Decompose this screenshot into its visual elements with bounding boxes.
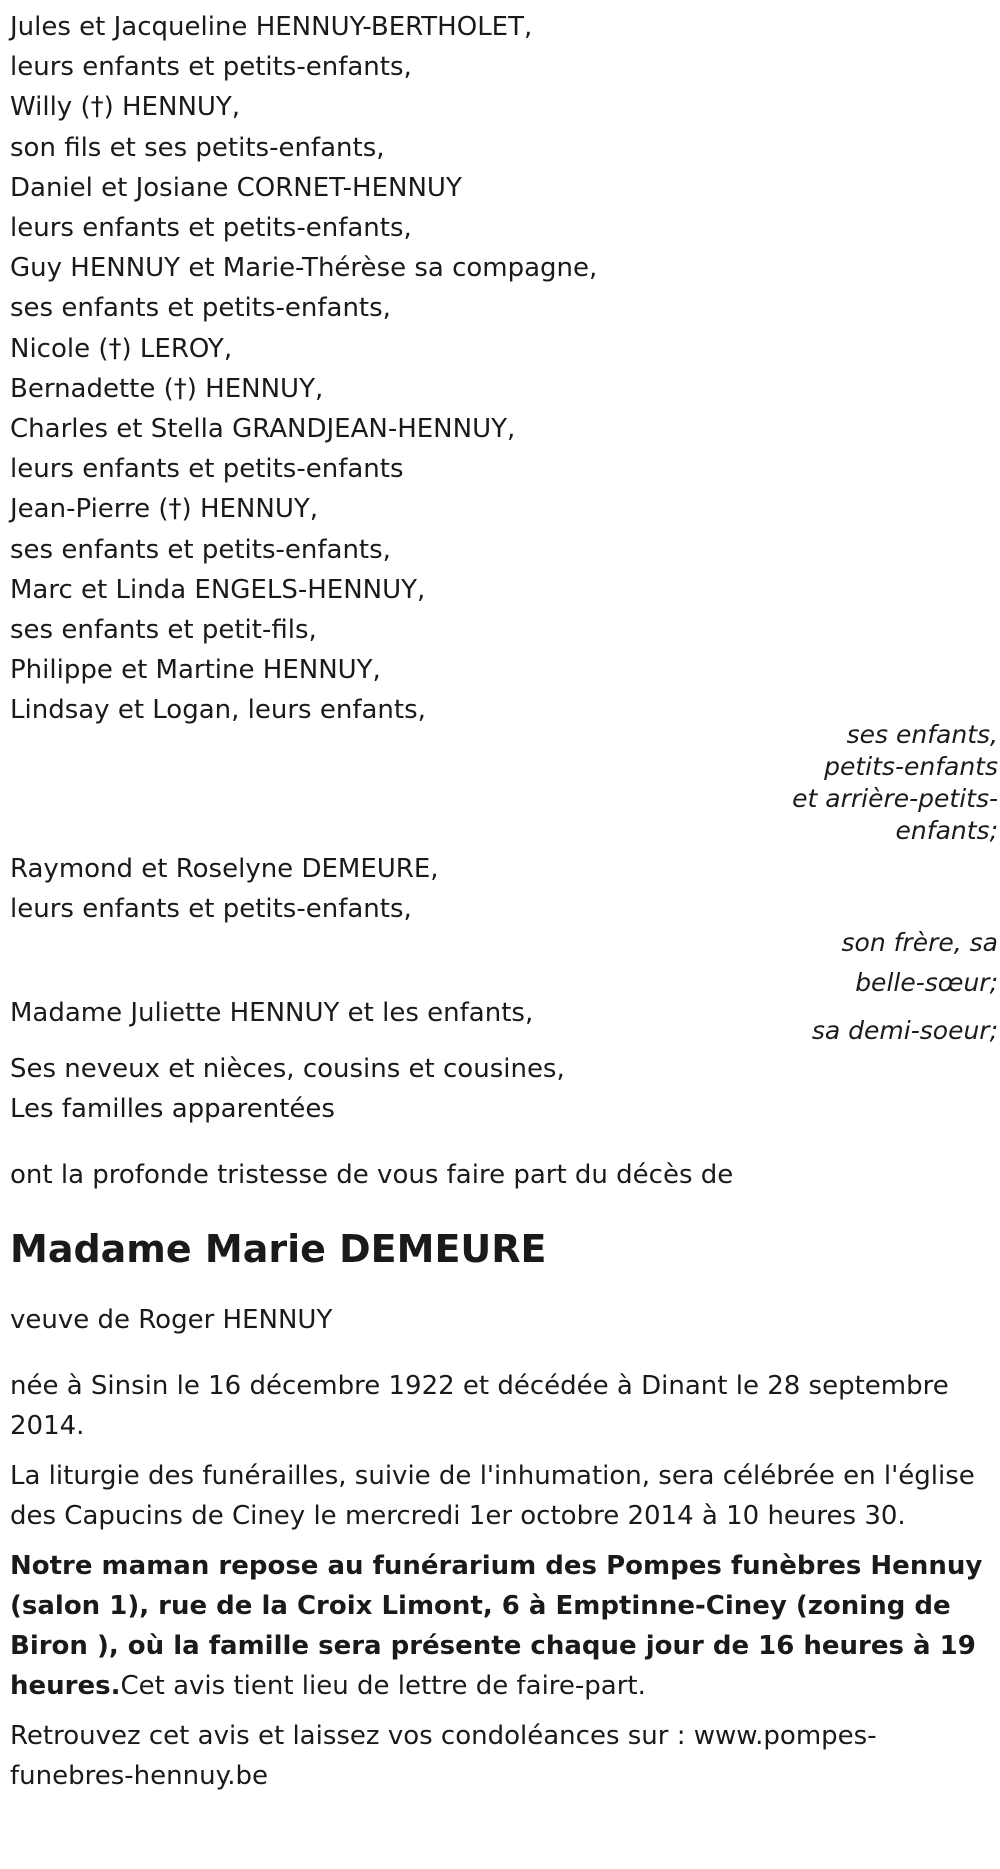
deceased-name: Madame Marie DEMEURE [10,1226,547,1271]
role-children-row [10,719,1000,847]
family-line: Nicole (†) LEROY, [10,333,233,364]
role-line: et arrière-petits-enfants; [792,783,998,845]
family-line: Raymond et Roselyne DEMEURE, [10,853,439,884]
family-line: Jean-Pierre (†) HENNUY, [10,494,319,525]
family-line: ses enfants et petits-enfants, [10,534,391,565]
family-line: ses enfants et petit-fils, [10,615,317,646]
funerarium-bold: Notre maman repose au funérarium des Pompes funèbres Hennuy (salon 1), rue de la Croix Limont, 6 à Emptinne-Ciney (zoning de Biron ), où la famille sera présente chaque jour de 16 heures à 19 heures. [10,1550,983,1701]
family-line: Jules et Jacqueline HENNUY-BERTHOLET, [10,12,533,42]
liturgy: La liturgie des funérailles, suivie de l'inhumation, sera célébrée en l'église des Capucins de Ciney le mercredi 1er octobre 2014 à 10 heures 30. [10,1460,975,1531]
family-line: Willy (†) HENNUY, [10,92,241,123]
condolences: Retrouvez cet avis et laissez vos condoléances sur : www.pompes-funebres-hennuy.be [10,1720,877,1791]
spacer [10,1536,1000,1546]
funerarium-tail: Cet avis tient lieu de lettre de faire-part. [120,1670,646,1701]
spacer [10,1196,1000,1224]
family-line: ses enfants et petits-enfants, [10,293,391,324]
obituary-notice [10,7,1000,1796]
others-line: Ses neveux et nièces, cousins et cousines, [10,1054,565,1085]
juliette-list [10,993,758,1033]
family-line: Daniel et Josiane CORNET-HENNUY [10,172,462,203]
spacer [10,1446,1000,1456]
family-line: leurs enfants et petits-enfants [10,454,404,485]
role-brother: son frère, sa belle-sœur; [841,928,998,998]
family-line: Madame Juliette HENNUY et les enfants, [10,998,534,1029]
family-line: Bernadette (†) HENNUY, [10,373,324,404]
demeure-list [10,849,1000,929]
spacer [10,1129,1000,1155]
birth-death: née à Sinsin le 16 décembre 1922 et décédée à Dinant le 28 septembre 2014. [10,1370,949,1441]
spacer [10,1706,1000,1716]
family-line: Marc et Linda ENGELS-HENNUY, [10,574,426,605]
family-group-children [10,7,1000,731]
spacer [10,1340,1000,1366]
others-line: Les familles apparentées [10,1094,335,1125]
role-children [768,719,1000,847]
role-half-sister: sa demi-soeur; [811,1016,998,1046]
funerarium-paragraph [10,1546,990,1706]
family-group-demeure [10,849,1000,929]
family-list [10,7,1000,731]
family-line: Lindsay et Logan, leurs enfants, [10,695,426,726]
family-line: Guy HENNUY et Marie-Thérèse sa compagne, [10,253,598,284]
family-line: Philippe et Martine HENNUY, [10,655,381,686]
family-line: leurs enfants et petits-enfants, [10,213,412,244]
widow-of: veuve de Roger HENNUY [10,1304,333,1335]
family-line: son fils et ses petits-enfants, [10,132,385,163]
role-line: ses enfants, petits-enfants [824,719,998,781]
role-brother-row [10,923,1000,1003]
family-line: leurs enfants et petits-enfants, [10,52,412,83]
family-line: leurs enfants et petits-enfants, [10,893,412,924]
spacer [10,1274,1000,1300]
announcement: ont la profonde tristesse de vous faire part du décès de [10,1160,734,1191]
family-line: Charles et Stella GRANDJEAN-HENNUY, [10,414,516,445]
